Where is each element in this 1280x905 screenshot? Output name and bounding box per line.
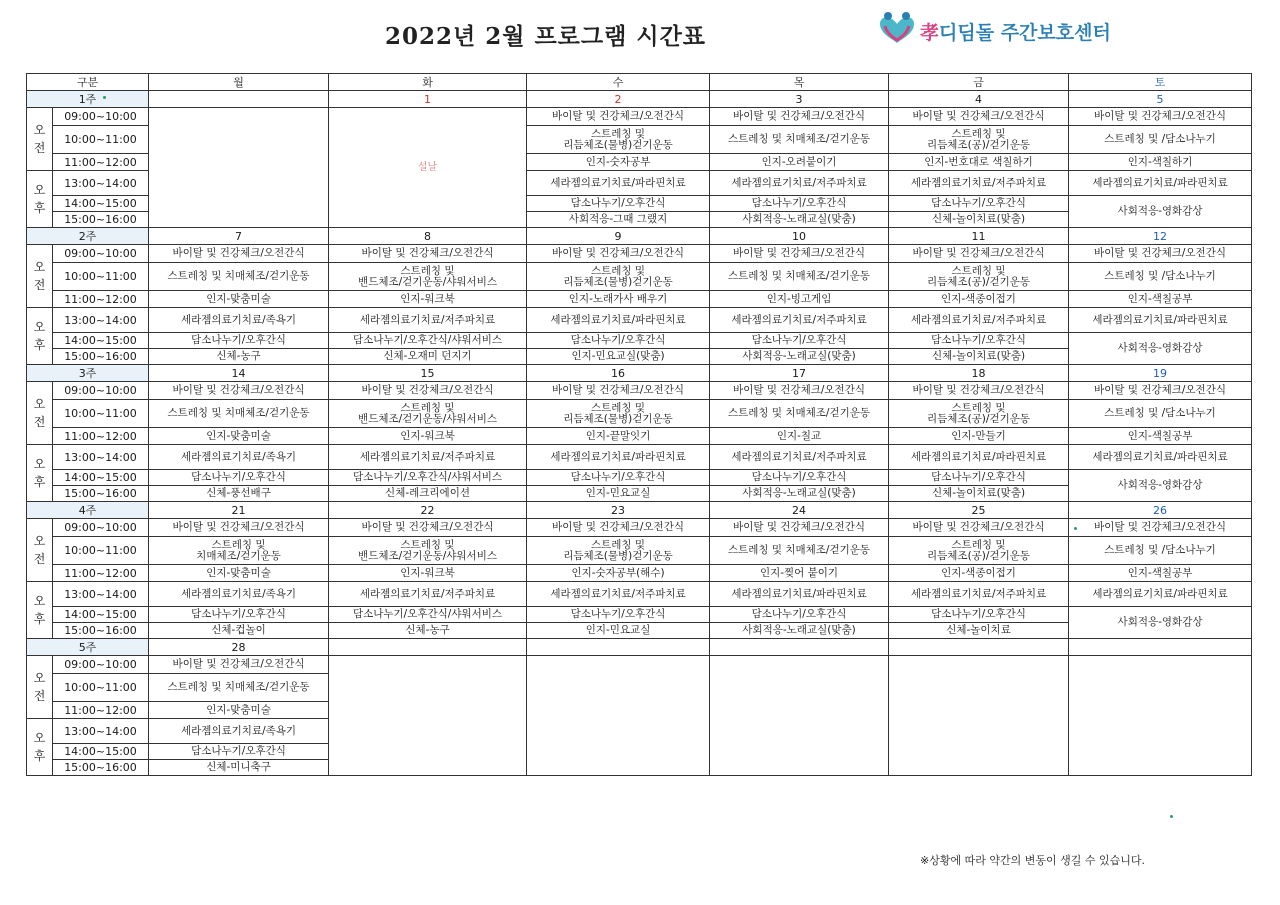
activity-cell: 세라젬의료기치료/저주파치료 xyxy=(889,582,1069,607)
page-title: 2022년 2월 프로그램 시간표 xyxy=(385,23,707,50)
time-row xyxy=(27,400,1252,428)
activity-cell: 세라젬의료기치료/파라핀치료 xyxy=(710,582,889,607)
time-cell: 10:00~11:00 xyxy=(53,537,149,565)
activity-cell: 바이탈 및 건강체크/오전간식 xyxy=(889,382,1069,400)
activity-cell: 인지-만들기 xyxy=(889,428,1069,445)
activity-cell: 인지-숫자공부(해수) xyxy=(527,565,710,582)
empty-cell xyxy=(1069,656,1252,776)
activity-cell: 바이탈 및 건강체크/오전간식 xyxy=(527,108,710,126)
date-cell xyxy=(329,639,527,656)
date-cell: 9 xyxy=(527,228,710,245)
date-cell xyxy=(1069,639,1252,656)
activity-cell: 인지-민요교실 xyxy=(527,623,710,639)
date-cell: 7 xyxy=(149,228,329,245)
activity-cell: 사회적응-노래교실(맞춤) xyxy=(710,623,889,639)
date-cell: 11 xyxy=(889,228,1069,245)
time-cell: 09:00~10:00 xyxy=(53,519,149,537)
activity-cell: 인지-맞춤미술 xyxy=(149,428,329,445)
activity-cell: 바이탈 및 건강체크/오전간식 xyxy=(527,245,710,263)
header-cell: 수 xyxy=(527,74,710,91)
activity-cell: 담소나누기/오후간식 xyxy=(710,333,889,349)
activity-cell: 인지-워크북 xyxy=(329,291,527,308)
section-pm: 오 후 xyxy=(27,171,53,228)
time-row xyxy=(27,428,1252,445)
date-cell: 19 xyxy=(1069,365,1252,382)
time-cell: 09:00~10:00 xyxy=(53,382,149,400)
activity-cell: 스트레칭 및 /담소나누기 xyxy=(1069,263,1252,291)
week-label: 5주 xyxy=(27,639,149,656)
date-cell xyxy=(149,91,329,108)
activity-cell: 스트레칭 및 치매체조/걷기운동 xyxy=(710,263,889,291)
time-cell: 10:00~11:00 xyxy=(53,674,149,702)
holiday-cell: 설날 xyxy=(329,108,527,228)
activity-cell: 스트레칭 및 치매체조/걷기운동 xyxy=(710,400,889,428)
activity-cell: 세라젬의료기치료/족욕기 xyxy=(149,582,329,607)
time-row xyxy=(27,537,1252,565)
time-cell: 11:00~12:00 xyxy=(53,702,149,719)
time-cell: 09:00~10:00 xyxy=(53,108,149,126)
activity-cell: 인지-칠교 xyxy=(710,428,889,445)
time-cell: 14:00~15:00 xyxy=(53,333,149,349)
date-cell: 26 xyxy=(1069,502,1252,519)
activity-cell: 인지-숫자공부 xyxy=(527,154,710,171)
week-row xyxy=(27,639,1252,656)
time-cell: 14:00~15:00 xyxy=(53,196,149,212)
schedule-table xyxy=(26,73,1252,776)
activity-cell: 인지-색칠공부 xyxy=(1069,428,1252,445)
header-cell: 구분 xyxy=(27,74,149,91)
time-cell: 13:00~14:00 xyxy=(53,171,149,196)
activity-cell: 인지-맞춤미술 xyxy=(149,291,329,308)
activity-cell: 인지-색칠하기 xyxy=(1069,154,1252,171)
activity-cell: 바이탈 및 건강체크/오전간식 xyxy=(329,245,527,263)
activity-cell: 담소나누기/오후간식 xyxy=(889,196,1069,212)
date-cell: 24 xyxy=(710,502,889,519)
family-heart-icon xyxy=(876,10,918,46)
activity-cell: 바이탈 및 건강체크/오전간식 xyxy=(1069,245,1252,263)
activity-cell: 인지-찢어 붙이기 xyxy=(710,565,889,582)
activity-cell: 바이탈 및 건강체크/오전간식 xyxy=(710,519,889,537)
date-cell: 4 xyxy=(889,91,1069,108)
header-cell: 화 xyxy=(329,74,527,91)
activity-cell: 담소나누기/오후간식 xyxy=(710,470,889,486)
time-row xyxy=(27,245,1252,263)
time-row xyxy=(27,349,1252,365)
activity-cell: 신체-농구 xyxy=(329,623,527,639)
activity-cell: 스트레칭 및 /담소나누기 xyxy=(1069,400,1252,428)
activity-cell: 바이탈 및 건강체크/오전간식 xyxy=(527,382,710,400)
date-cell: 17 xyxy=(710,365,889,382)
time-row xyxy=(27,519,1252,537)
header-cell: 토 xyxy=(1069,74,1252,91)
week-row xyxy=(27,365,1252,382)
logo-text xyxy=(920,18,1111,45)
time-row xyxy=(27,607,1252,623)
activity-cell: 세라젬의료기치료/족욕기 xyxy=(149,719,329,744)
activity-cell: 스트레칭 및 /담소나누기 xyxy=(1069,126,1252,154)
empty-cell xyxy=(889,656,1069,776)
activity-cell: 담소나누기/오후간식/샤워서비스 xyxy=(329,607,527,623)
time-row xyxy=(27,263,1252,291)
scan-speck xyxy=(1170,815,1173,818)
time-cell: 13:00~14:00 xyxy=(53,582,149,607)
activity-cell: 인지-맞춤미술 xyxy=(149,702,329,719)
date-cell: 3 xyxy=(710,91,889,108)
time-cell: 15:00~16:00 xyxy=(53,349,149,365)
header-cell: 월 xyxy=(149,74,329,91)
activity-cell: 세라젬의료기치료/저주파치료 xyxy=(329,445,527,470)
activity-cell: 인지-색칠공부 xyxy=(1069,565,1252,582)
activity-cell: 세라젬의료기치료/저주파치료 xyxy=(710,308,889,333)
date-cell: 2 xyxy=(527,91,710,108)
activity-cell: 인지-맞춤미술 xyxy=(149,565,329,582)
activity-cell: 인지-워크북 xyxy=(329,428,527,445)
activity-cell: 담소나누기/오후간식 xyxy=(889,333,1069,349)
activity-cell: 세라젬의료기치료/저주파치료 xyxy=(329,582,527,607)
activity-cell: 사회적응-노래교실(맞춤) xyxy=(710,212,889,228)
activity-cell: 바이탈 및 건강체크/오전간식 xyxy=(889,245,1069,263)
activity-cell: 스트레칭 및 리듬체조(물병)걷기운동 xyxy=(527,537,710,565)
activity-cell: 스트레칭 및 치매체조/걷기운동 xyxy=(149,400,329,428)
activity-cell: 사회적응-영화감상 xyxy=(1069,196,1252,228)
activity-cell: 신체-놀이치료(맞춤) xyxy=(889,349,1069,365)
empty-cell xyxy=(149,108,329,228)
activity-cell: 세라젬의료기치료/파라핀치료 xyxy=(889,445,1069,470)
activity-cell: 스트레칭 및 리듬체조(공)/걷기운동 xyxy=(889,263,1069,291)
activity-cell: 바이탈 및 건강체크/오전간식 xyxy=(1069,519,1252,537)
activity-cell: 담소나누기/오후간식 xyxy=(149,744,329,760)
logo-name: 디딤돌 주간보호센터 xyxy=(939,22,1111,44)
activity-cell: 바이탈 및 건강체크/오전간식 xyxy=(1069,108,1252,126)
activity-cell: 바이탈 및 건강체크/오전간식 xyxy=(710,108,889,126)
activity-cell: 신체-레크리에이션 xyxy=(329,486,527,502)
time-cell: 11:00~12:00 xyxy=(53,565,149,582)
date-cell: 22 xyxy=(329,502,527,519)
time-row xyxy=(27,656,1252,674)
activity-cell: 담소나누기/오후간식 xyxy=(527,196,710,212)
activity-cell: 사회적응-노래교실(맞춤) xyxy=(710,486,889,502)
header-cell: 목 xyxy=(710,74,889,91)
activity-cell: 세라젬의료기치료/파라핀치료 xyxy=(1069,445,1252,470)
activity-cell: 세라젬의료기치료/저주파치료 xyxy=(889,171,1069,196)
section-am: 오 전 xyxy=(27,519,53,582)
time-cell: 13:00~14:00 xyxy=(53,719,149,744)
activity-cell: 인지-빙고게임 xyxy=(710,291,889,308)
time-row xyxy=(27,108,1252,126)
activity-cell: 세라젬의료기치료/저주파치료 xyxy=(889,308,1069,333)
time-row xyxy=(27,333,1252,349)
activity-cell: 담소나누기/오후간식 xyxy=(710,607,889,623)
activity-cell: 사회적응-영화감상 xyxy=(1069,470,1252,502)
time-cell: 10:00~11:00 xyxy=(53,400,149,428)
activity-cell: 스트레칭 및 치매체조/걷기운동 xyxy=(710,537,889,565)
activity-cell: 인지-민요교실 xyxy=(527,486,710,502)
activity-cell: 세라젬의료기치료/저주파치료 xyxy=(527,582,710,607)
time-cell: 14:00~15:00 xyxy=(53,607,149,623)
activity-cell: 바이탈 및 건강체크/오전간식 xyxy=(149,519,329,537)
activity-cell: 담소나누기/오후간식/샤워서비스 xyxy=(329,470,527,486)
activity-cell: 스트레칭 및 밴드체조/걷기운동/샤워서비스 xyxy=(329,263,527,291)
time-cell: 11:00~12:00 xyxy=(53,291,149,308)
date-cell: 21 xyxy=(149,502,329,519)
empty-cell xyxy=(710,656,889,776)
section-pm: 오 후 xyxy=(27,308,53,365)
activity-cell: 인지-색종이접기 xyxy=(889,565,1069,582)
activity-cell: 신체-컵놀이 xyxy=(149,623,329,639)
activity-cell: 인지-민요교실(맞춤) xyxy=(527,349,710,365)
activity-cell: 인지-오려붙이기 xyxy=(710,154,889,171)
activity-cell: 담소나누기/오후간식 xyxy=(149,333,329,349)
activity-cell: 세라젬의료기치료/파라핀치료 xyxy=(1069,582,1252,607)
activity-cell: 스트레칭 및 리듬체조(물병)걷기운동 xyxy=(527,263,710,291)
date-cell: 12 xyxy=(1069,228,1252,245)
time-cell: 15:00~16:00 xyxy=(53,623,149,639)
activity-cell: 세라젬의료기치료/족욕기 xyxy=(149,445,329,470)
activity-cell: 바이탈 및 건강체크/오전간식 xyxy=(1069,382,1252,400)
activity-cell: 신체-놀이치료 xyxy=(889,623,1069,639)
header-cell: 금 xyxy=(889,74,1069,91)
activity-cell: 세라젬의료기치료/저주파치료 xyxy=(329,308,527,333)
activity-cell: 담소나누기/오후간식 xyxy=(889,470,1069,486)
activity-cell: 바이탈 및 건강체크/오전간식 xyxy=(710,382,889,400)
activity-cell: 담소나누기/오후간식 xyxy=(527,607,710,623)
time-cell: 11:00~12:00 xyxy=(53,428,149,445)
activity-cell: 스트레칭 및 밴드체조/걷기운동/샤워서비스 xyxy=(329,400,527,428)
section-am: 오 전 xyxy=(27,245,53,308)
time-cell: 11:00~12:00 xyxy=(53,154,149,171)
activity-cell: 세라젬의료기치료/파라핀치료 xyxy=(527,445,710,470)
activity-cell: 세라젬의료기치료/저주파치료 xyxy=(710,445,889,470)
date-cell: 25 xyxy=(889,502,1069,519)
activity-cell: 스트레칭 및 치매체조/걷기운동 xyxy=(710,126,889,154)
activity-cell: 바이탈 및 건강체크/오전간식 xyxy=(527,519,710,537)
activity-cell: 스트레칭 및 치매체조/걷기운동 xyxy=(149,537,329,565)
date-cell: 15 xyxy=(329,365,527,382)
activity-cell: 신체-미니축구 xyxy=(149,760,329,776)
activity-cell: 바이탈 및 건강체크/오전간식 xyxy=(329,382,527,400)
time-cell: 09:00~10:00 xyxy=(53,245,149,263)
time-row xyxy=(27,470,1252,486)
time-cell: 14:00~15:00 xyxy=(53,470,149,486)
activity-cell: 신체-오재미 던지기 xyxy=(329,349,527,365)
activity-cell: 바이탈 및 건강체크/오전간식 xyxy=(149,656,329,674)
date-cell: 8 xyxy=(329,228,527,245)
section-am: 오 전 xyxy=(27,108,53,171)
time-cell: 13:00~14:00 xyxy=(53,308,149,333)
week-label: 2주 xyxy=(27,228,149,245)
time-row xyxy=(27,565,1252,582)
activity-cell: 신체-놀이치료(맞춤) xyxy=(889,212,1069,228)
week-label: 1주 xyxy=(27,91,149,108)
activity-cell: 인지-워크북 xyxy=(329,565,527,582)
activity-cell: 바이탈 및 건강체크/오전간식 xyxy=(889,108,1069,126)
activity-cell: 스트레칭 및 리듬체조(물병)걷기운동 xyxy=(527,400,710,428)
time-cell: 15:00~16:00 xyxy=(53,212,149,228)
date-cell xyxy=(710,639,889,656)
time-cell: 10:00~11:00 xyxy=(53,263,149,291)
activity-cell: 신체-풍선배구 xyxy=(149,486,329,502)
activity-cell: 담소나누기/오후간식 xyxy=(710,196,889,212)
activity-cell: 바이탈 및 건강체크/오전간식 xyxy=(329,519,527,537)
activity-cell: 스트레칭 및 치매체조/걷기운동 xyxy=(149,674,329,702)
activity-cell: 인지-끝말잇기 xyxy=(527,428,710,445)
time-row xyxy=(27,582,1252,607)
time-row xyxy=(27,382,1252,400)
activity-cell: 스트레칭 및 리듬체조(공)/걷기운동 xyxy=(889,537,1069,565)
date-cell xyxy=(527,639,710,656)
section-pm: 오 후 xyxy=(27,582,53,639)
activity-cell: 사회적응-노래교실(맞춤) xyxy=(710,349,889,365)
activity-cell: 사회적응-영화감상 xyxy=(1069,333,1252,365)
activity-cell: 바이탈 및 건강체크/오전간식 xyxy=(710,245,889,263)
section-am: 오 전 xyxy=(27,656,53,719)
time-cell: 10:00~11:00 xyxy=(53,126,149,154)
date-cell: 10 xyxy=(710,228,889,245)
time-row xyxy=(27,445,1252,470)
date-cell: 16 xyxy=(527,365,710,382)
activity-cell: 인지-색종이접기 xyxy=(889,291,1069,308)
section-am: 오 전 xyxy=(27,382,53,445)
activity-cell: 세라젬의료기치료/족욕기 xyxy=(149,308,329,333)
week-label: 3주 xyxy=(27,365,149,382)
activity-cell: 신체-놀이치료(맞춤) xyxy=(889,486,1069,502)
activity-cell: 세라젬의료기치료/저주파치료 xyxy=(710,171,889,196)
activity-cell: 담소나누기/오후간식 xyxy=(889,607,1069,623)
center-logo xyxy=(876,8,1176,48)
activity-cell: 바이탈 및 건강체크/오전간식 xyxy=(889,519,1069,537)
footnote: ※상황에 따라 약간의 변동이 생길 수 있습니다. xyxy=(920,854,1145,867)
date-cell: 1 xyxy=(329,91,527,108)
date-cell: 5 xyxy=(1069,91,1252,108)
activity-cell: 스트레칭 및 치매체조/걷기운동 xyxy=(149,263,329,291)
activity-cell: 담소나누기/오후간식/샤워서비스 xyxy=(329,333,527,349)
week-row xyxy=(27,502,1252,519)
time-row xyxy=(27,308,1252,333)
activity-cell: 담소나누기/오후간식 xyxy=(149,470,329,486)
time-cell: 15:00~16:00 xyxy=(53,760,149,776)
activity-cell: 스트레칭 및 리듬체조(공)/걷기운동 xyxy=(889,400,1069,428)
activity-cell: 세라젬의료기치료/파라핀치료 xyxy=(527,308,710,333)
time-row xyxy=(27,486,1252,502)
time-cell: 15:00~16:00 xyxy=(53,486,149,502)
activity-cell: 스트레칭 및 리듬체조(공)/걷기운동 xyxy=(889,126,1069,154)
time-row xyxy=(27,291,1252,308)
activity-cell: 담소나누기/오후간식 xyxy=(527,333,710,349)
activity-cell: 사회적응-영화감상 xyxy=(1069,607,1252,639)
activity-cell: 바이탈 및 건강체크/오전간식 xyxy=(149,245,329,263)
activity-cell: 세라젬의료기치료/파라핀치료 xyxy=(1069,308,1252,333)
header-row xyxy=(27,74,1252,91)
date-cell: 28 xyxy=(149,639,329,656)
date-cell: 14 xyxy=(149,365,329,382)
activity-cell: 바이탈 및 건강체크/오전간식 xyxy=(149,382,329,400)
activity-cell: 인지-색칠공부 xyxy=(1069,291,1252,308)
activity-cell: 스트레칭 및 밴드체조/걷기운동/샤워서비스 xyxy=(329,537,527,565)
time-cell: 09:00~10:00 xyxy=(53,656,149,674)
activity-cell: 사회적응-그때 그랬지 xyxy=(527,212,710,228)
time-cell: 13:00~14:00 xyxy=(53,445,149,470)
activity-cell: 세라젬의료기치료/파라핀치료 xyxy=(527,171,710,196)
week-row xyxy=(27,228,1252,245)
activity-cell: 담소나누기/오후간식 xyxy=(149,607,329,623)
activity-cell: 담소나누기/오후간식 xyxy=(527,470,710,486)
date-cell: 18 xyxy=(889,365,1069,382)
time-row xyxy=(27,623,1252,639)
activity-cell: 인지-노래가사 배우기 xyxy=(527,291,710,308)
activity-cell: 신체-농구 xyxy=(149,349,329,365)
empty-cell xyxy=(329,656,527,776)
activity-cell: 세라젬의료기치료/파라핀치료 xyxy=(1069,171,1252,196)
activity-cell: 스트레칭 및 리듬체조(물병)걷기운동 xyxy=(527,126,710,154)
scan-speck xyxy=(103,96,106,99)
activity-cell: 스트레칭 및 /담소나누기 xyxy=(1069,537,1252,565)
date-cell: 23 xyxy=(527,502,710,519)
empty-cell xyxy=(527,656,710,776)
scan-speck xyxy=(1074,527,1077,530)
activity-cell: 인지-번호대로 색칠하기 xyxy=(889,154,1069,171)
week-row xyxy=(27,91,1252,108)
section-pm: 오 후 xyxy=(27,719,53,776)
section-pm: 오 후 xyxy=(27,445,53,502)
date-cell xyxy=(889,639,1069,656)
logo-hanja: 孝 xyxy=(920,22,940,44)
time-cell: 14:00~15:00 xyxy=(53,744,149,760)
week-label: 4주 xyxy=(27,502,149,519)
